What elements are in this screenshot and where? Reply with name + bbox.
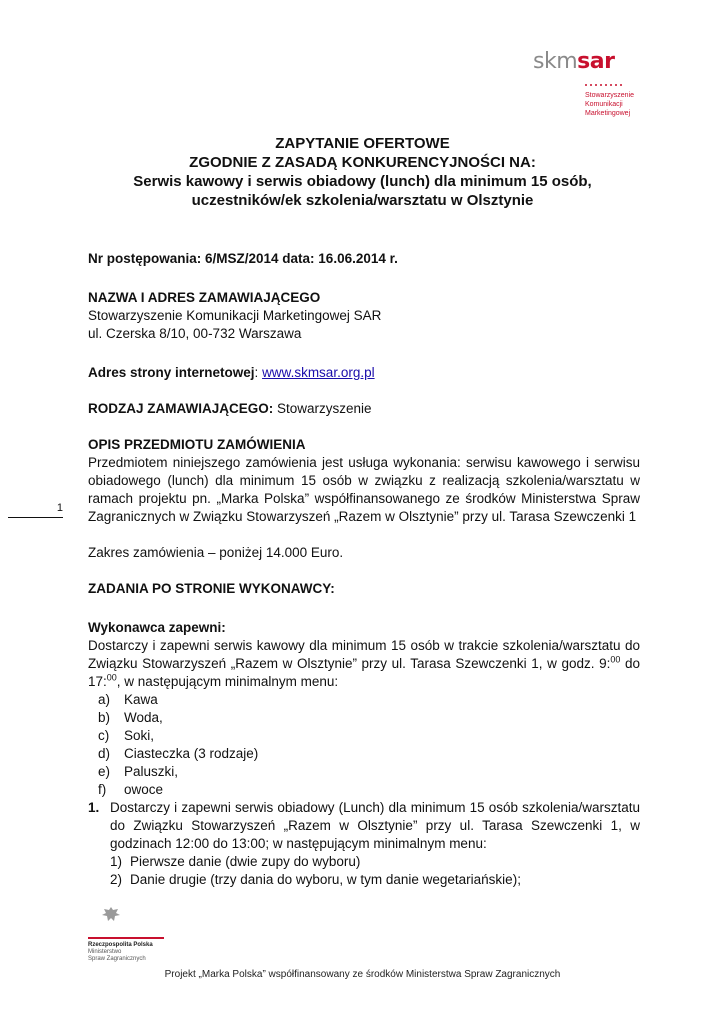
list-marker: b): [98, 710, 111, 725]
document-body: [88, 250, 640, 889]
ministry-emblem: Rzeczpospolita Polska Ministerstwo Spraw Zagranicznych: [88, 905, 164, 963]
page-number: 1: [8, 501, 63, 518]
list-marker: d): [98, 746, 111, 761]
emblem-red-bar: [88, 937, 164, 939]
scope-text: Zakres zamówienia – poniżej 14.000 Euro.: [88, 545, 344, 560]
coffee-menu-item: [88, 691, 640, 709]
list-item-text: Paluszki,: [124, 764, 179, 779]
coffee-service-text: Dostarczy i zapewni serwis kawowy dla minimum 15 osób w trakcie szkolenia/warsztatu do Związku Stowarzyszeń „Razem w Olsztynie” przy ul. Tarasa Szewczenki 1, w godz. 9:$^{00}$ do 17:$^{00}$, w następującym minimalnym menu:: [88, 638, 640, 689]
logo-wordmark: skmsar: [533, 49, 615, 74]
buyer-address: ul. Czerska 8/10, 00-732 Warszawa: [88, 326, 302, 341]
list-marker: f): [98, 782, 107, 797]
lunch-service-list: [88, 799, 640, 889]
page-footer: Projekt „Marka Polska” współfinansowany ze środków Ministerstwa Spraw Zagranicznych: [164, 969, 561, 980]
document-title: ZAPYTANIE OFERTOWE ZGODNIE Z ZASADĄ KONKURENCYJNOŚCI NA: Serwis kawowy i serwis obiadowy (lunch) dla minimum 15 osób, uczestników/ek szkolenia/warsztatu w Olsztynie: [133, 135, 592, 209]
buyer-name: Stowarzyszenie Komunikacji Marketingowej SAR: [88, 308, 382, 323]
lunch-menu-item: [110, 871, 640, 889]
logo-subtitle: Stowarzyszenie Komunikacji Marketingowej: [585, 92, 635, 117]
coffee-menu-item: [88, 709, 640, 727]
coffee-menu-item: [88, 763, 640, 781]
subject-text: Przedmiotem niniejszego zamówienia jest usługa wykonania: serwisu kawowego i serwisu obiadowego (lunch) dla minimum 15 osób w związku z realizacją szkolenia/warsztatu w ramach projektu pn. „Marka Polska” współfinansowanego ze środków Ministerstwa Spraw Zagranicznych w Związku Stowarzyszeń „Razem w Olsztynie” przy ul. Tarasa Szewczenki 1: [88, 455, 640, 524]
logo-dots: [585, 84, 643, 86]
buyer-type: RODZAJ ZAMAWIAJĄCEGO: Stowarzyszenie: [88, 401, 372, 416]
proceeding-number: Nr postępowania: 6/MSZ/2014 data: 16.06.2014 r.: [88, 251, 398, 266]
contractor-heading: Wykonawca zapewni:: [88, 620, 226, 635]
subject-heading: OPIS PRZEDMIOTU ZAMÓWIENIA: [88, 437, 306, 452]
lunch-service-item: [88, 799, 640, 889]
list-item-text: Kawa: [124, 692, 158, 707]
organization-logo: [533, 50, 643, 118]
website-link[interactable]: www.skmsar.org.pl: [262, 365, 375, 380]
tasks-heading: ZADANIA PO STRONIE WYKONAWCY:: [88, 581, 335, 596]
lunch-menu-item: [110, 853, 640, 871]
list-item-text: Soki,: [124, 728, 155, 743]
list-marker: 2): [110, 872, 123, 887]
list-marker: 1.: [88, 800, 100, 815]
list-item-text: Woda,: [124, 710, 163, 725]
coffee-menu-item: [88, 727, 640, 745]
list-item-text: Ciasteczka (3 rodzaje): [124, 746, 259, 761]
list-marker: e): [98, 764, 111, 779]
coffee-menu-item: [88, 745, 640, 763]
eagle-icon: [100, 905, 122, 925]
lunch-service-text: Dostarczy i zapewni serwis obiadowy (Lunch) dla minimum 15 osób szkolenia/warsztatu do Związku Stowarzyszeń „Razem w Olsztynie” przy ul. Tarasa Szewczenki 1, w godzinach 12:00 do 13:00; w następującym minimalnym menu:: [110, 800, 640, 851]
list-marker: a): [98, 692, 111, 707]
buyer-heading: NAZWA I ADRES ZAMAWIAJĄCEGO: [88, 290, 321, 305]
website-line: Adres strony internetowej: www.skmsar.org.pl: [88, 365, 375, 380]
coffee-menu-list: [88, 691, 640, 799]
list-marker: c): [98, 728, 110, 743]
list-marker: 1): [110, 854, 123, 869]
lunch-menu-list: [110, 853, 640, 889]
list-item-text: owoce: [124, 782, 164, 797]
coffee-menu-item: [88, 781, 640, 799]
list-item-text: Pierwsze danie (dwie zupy do wyboru): [130, 854, 361, 869]
list-item-text: Danie drugie (trzy dania do wyboru, w tym danie wegetariańskie);: [130, 872, 521, 887]
